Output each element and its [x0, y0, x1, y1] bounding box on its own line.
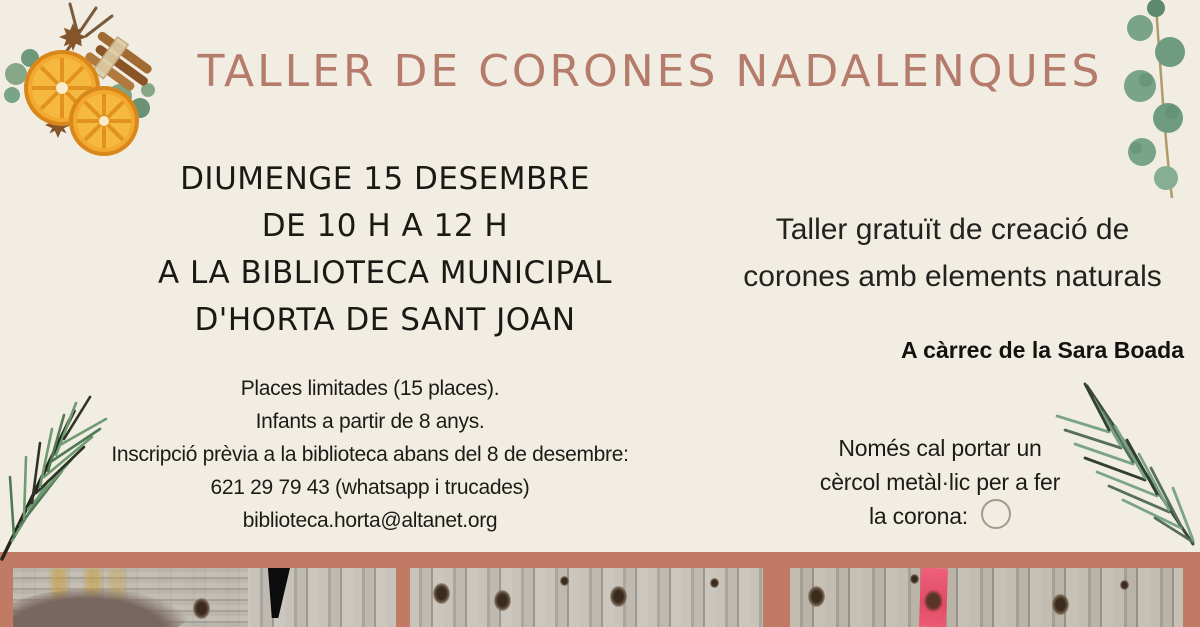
- event-time-line: DE 10 H A 12 H: [261, 208, 509, 244]
- pink-ribbon: [919, 568, 948, 627]
- email-address: biblioteca.horta@altanet.org: [242, 509, 498, 532]
- dark-gap: [264, 568, 290, 618]
- description-line: Taller gratuït de creació de: [775, 213, 1130, 246]
- bring-line: [782, 499, 1098, 533]
- wreath-photo-3: [790, 568, 1183, 627]
- wreath-photo-1: [13, 568, 396, 627]
- wood-knot: [910, 574, 919, 584]
- registration-details: [50, 372, 690, 537]
- wood-knot: [1052, 594, 1069, 615]
- wood-knot: [923, 590, 943, 613]
- places-line: Places limitades (15 places).: [240, 377, 500, 400]
- description-line: corones amb elements naturals: [743, 260, 1162, 293]
- wood-knot: [494, 590, 511, 611]
- bring-line: cèrcol metàl·lic per a fer: [819, 469, 1061, 495]
- instructor-credit: A càrrec de la Sara Boada: [901, 337, 1184, 363]
- wood-knot: [710, 578, 719, 588]
- event-place-line: A LA BIBLIOTECA MUNICIPAL: [157, 255, 613, 291]
- wood-knot: [433, 583, 450, 604]
- phone-number: 621 29 79 43 (whatsapp i trucades): [210, 476, 530, 499]
- event-town-line: D'HORTA DE SANT JOAN: [194, 302, 576, 338]
- photo-strip: [0, 552, 1200, 627]
- metal-ring-icon: [981, 499, 1011, 529]
- wood-knot: [560, 576, 569, 586]
- eucalyptus-branch-icon: [1110, 0, 1200, 200]
- wood-knot: [610, 586, 627, 607]
- wreath-photo-2: [410, 568, 763, 627]
- wood-knot: [193, 598, 210, 619]
- bring-line-label: la corona:: [868, 503, 968, 529]
- bring-info: [782, 431, 1098, 533]
- wood-knot: [1120, 580, 1129, 590]
- age-line: Infants a partir de 8 anys.: [255, 410, 485, 433]
- event-details: [125, 156, 645, 344]
- inscription-line: Inscripció prèvia a la biblioteca abans del 8 de desembre:: [111, 443, 629, 466]
- wood-knot: [808, 586, 825, 607]
- event-date-line: DIUMENGE 15 DESEMBRE: [180, 161, 590, 197]
- workshop-description: [715, 206, 1190, 300]
- bring-line: Només cal portar un: [838, 435, 1042, 461]
- poster-title: TALLER DE CORONES NADALENQUES: [197, 46, 1103, 97]
